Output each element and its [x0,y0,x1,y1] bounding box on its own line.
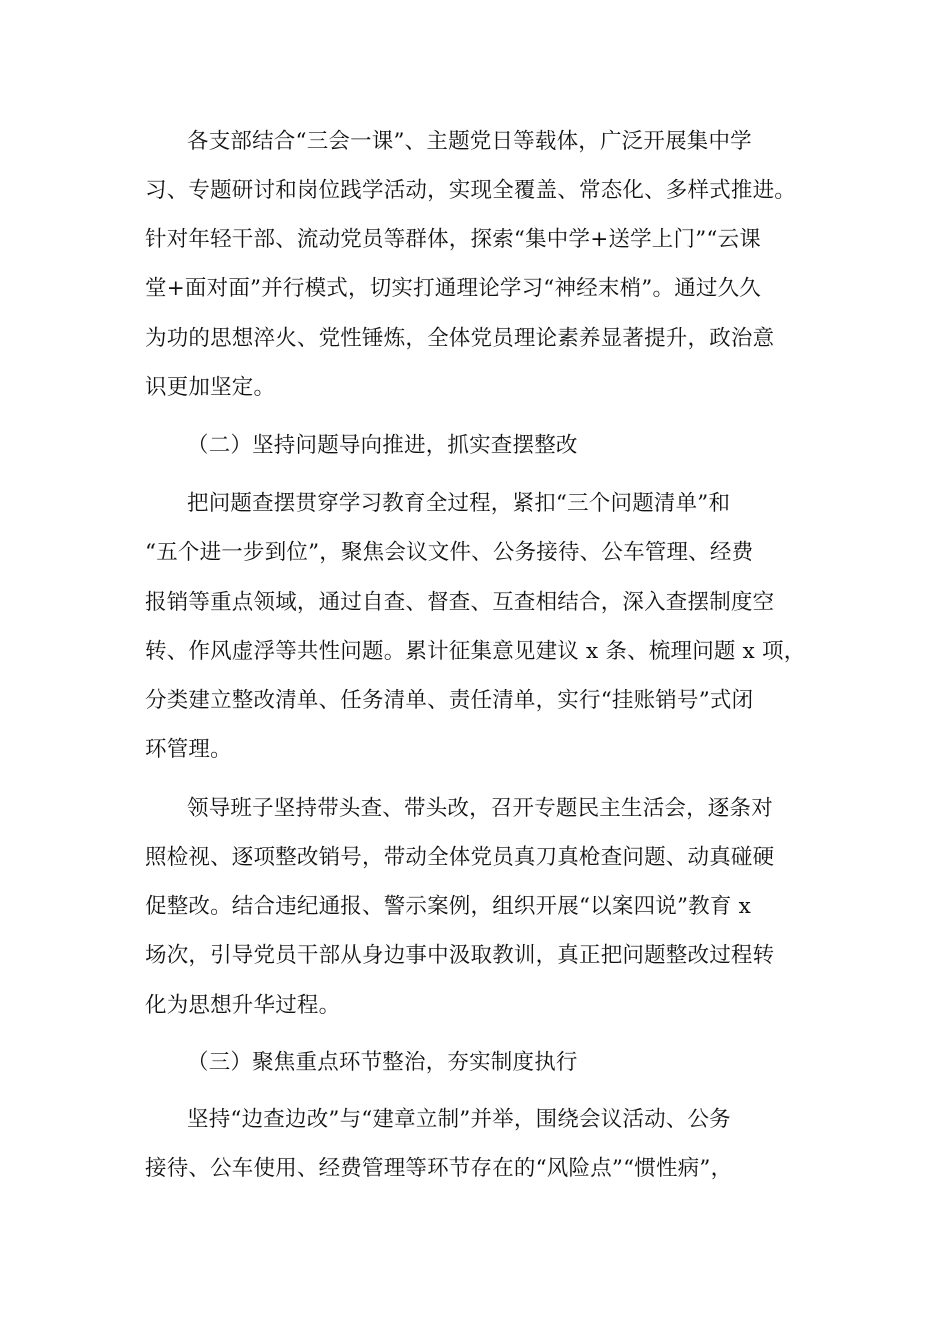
section-heading: （二）坚持问题导向推进，抓实查摆整改 [187,433,578,458]
body-line: 习、专题研讨和岗位践学活动，实现全覆盖、常态化、多样式推进。 [145,178,797,203]
body-line: 接待、公车使用、经费管理等环节存在的“风险点”“惯性病”， [145,1156,733,1181]
body-line: 针对年轻干部、流动党员等群体，探索“集中学+送学上门”“云课 [145,227,761,252]
body-line: 堂+面对面”并行模式，切实打通理论学习“神经末梢”。通过久久 [145,276,761,301]
body-line: 场次，引导党员干部从身边事中汲取教训，真正把问题整改过程转 [145,943,775,968]
body-line: 分类建立整改清单、任务清单、责任清单，实行“挂账销号”式闭 [145,688,754,713]
body-line: 环管理。 [145,737,232,762]
body-line: 坚持“边查边改”与“建章立制”并举，围绕会议活动、公务 [187,1107,731,1132]
body-line: 各支部结合“三会一课”、主题党日等载体，广泛开展集中学 [187,129,752,154]
body-line: 转、作风虚浮等共性问题。累计征集意见建议 x 条、梳理问题 x 项， [145,639,806,664]
body-line: “五个进一步到位”，聚焦会议文件、公务接待、公车管理、经费 [145,540,754,565]
section-heading: （三）聚焦重点环节整治，夯实制度执行 [187,1050,578,1075]
body-line: 报销等重点领域，通过自查、督查、互查相结合，深入查摆制度空 [145,590,775,615]
body-line: 促整改。结合违纪通报、警示案例，组织开展“以案四说”教育 x [145,894,751,919]
body-line: 化为思想升华过程。 [145,993,341,1018]
body-line: 领导班子坚持带头查、带头改，召开专题民主生活会，逐条对 [187,796,773,821]
body-line: 照检视、逐项整改销号，带动全体党员真刀真枪查问题、动真碰硬 [145,845,775,870]
body-line: 识更加坚定。 [145,375,276,400]
body-line: 为功的思想淬火、党性锤炼，全体党员理论素养显著提升，政治意 [145,326,775,351]
body-line: 把问题查摆贯穿学习教育全过程，紧扣“三个问题清单”和 [187,491,731,516]
